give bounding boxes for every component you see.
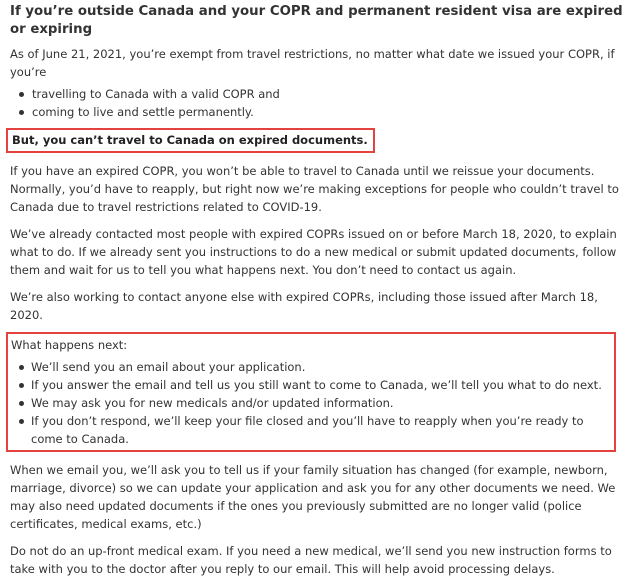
what-happens-next-title: What happens next: — [11, 338, 128, 352]
expired-documents-warning: But, you can’t travel to Canada on expired documents. — [6, 128, 375, 153]
section-heading: If you’re outside Canada and your COPR and permanent resident visa are expired or expiring — [10, 4, 623, 37]
intro-paragraph: As of June 21, 2021, you’re exempt from travel restrictions, no matter what date we issued your COPR, if you’re — [10, 47, 615, 79]
list-item: We’ll send you an email about your application. — [31, 358, 610, 376]
already-contacted-paragraph: We’ve already contacted most people with expired COPRs issued on or before March 18, 2020, to explain what to do. If we already sent you instructions to do a new medical or submit updated documents, follow them and wait for us to tell you what happens next. You don’t need to contact us again. — [10, 227, 617, 277]
list-item: travelling to Canada with a valid COPR and — [32, 85, 630, 103]
list-item: We may ask you for new medicals and/or updated information. — [31, 394, 610, 412]
medical-exam-paragraph: Do not do an up-front medical exam. If you need a new medical, we’ll send you new instruction forms to take with you to the doctor after you reply to our email. This will help avoid processing delays. — [10, 544, 612, 576]
expired-copr-paragraph: If you have an expired COPR, you won’t be able to travel to Canada until we reissue your documents. Normally, you’d have to reapply, but right now we’re making exceptions for people who couldn’t travel to Canada due to travel restrictions related to COVID-19. — [10, 164, 619, 214]
what-happens-next-box — [6, 332, 616, 452]
list-item: coming to live and settle permanently. — [32, 103, 630, 121]
next-steps-list — [11, 358, 610, 448]
contact-others-paragraph: We’re also working to contact anyone else with expired COPRs, including those issued after March 18, 2020. — [10, 290, 598, 322]
list-item: If you answer the email and tell us you still want to come to Canada, we’ll tell you what to do next. — [31, 376, 610, 394]
exempt-conditions-list — [10, 85, 630, 121]
list-item: If you don’t respond, we’ll keep your file closed and you’ll have to reapply when you’re ready to come to Canada. — [31, 412, 610, 448]
email-followup-paragraph: When we email you, we’ll ask you to tell us if your family situation has changed (for example, newborn, marriage, divorce) so we can update your application and ask you for any other documents we need. We may also need updated documents if the ones you previously submitted are no longer valid (police certificates, medical exams, etc.) — [10, 463, 616, 531]
